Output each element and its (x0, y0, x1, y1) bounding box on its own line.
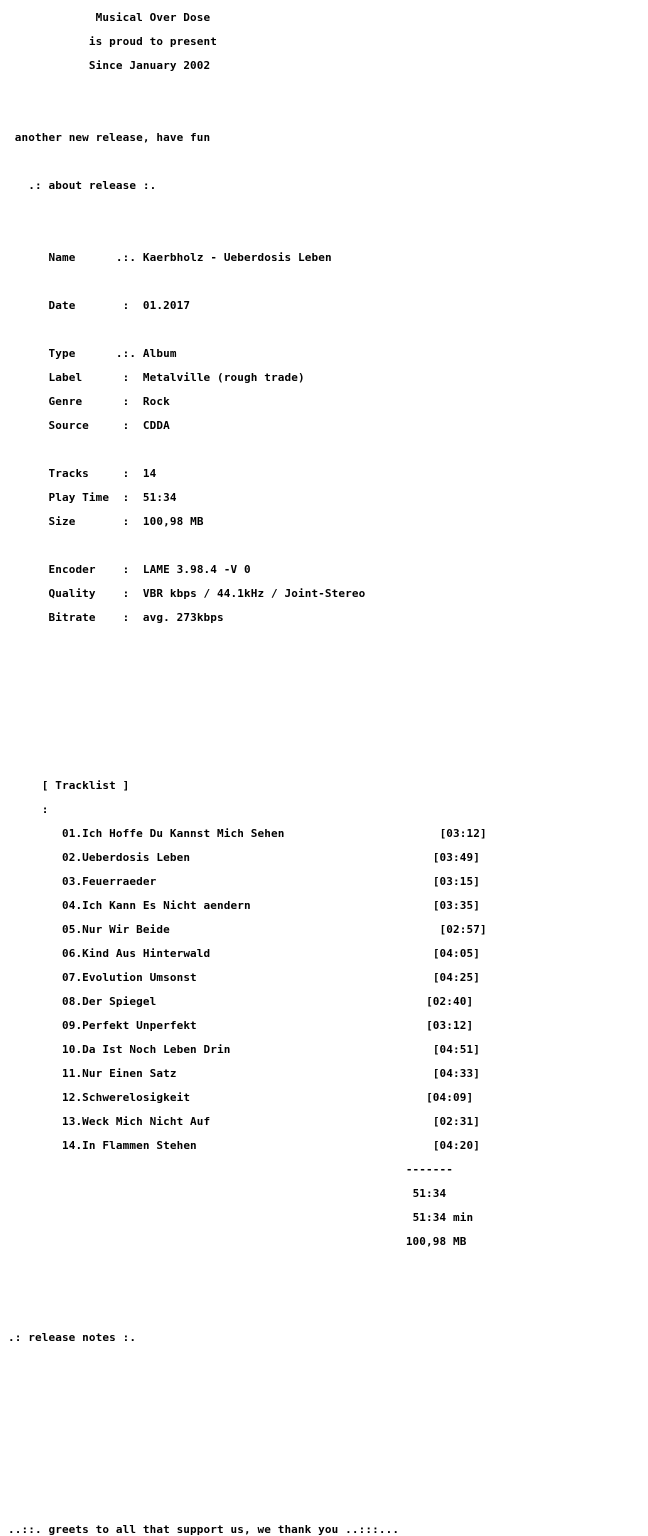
track-row (8, 1068, 487, 1080)
track-time: [03:15] (432, 875, 481, 888)
track-title: 09.Perfekt Unperfekt (61, 1019, 197, 1032)
track-row (8, 1044, 487, 1056)
track-title: 06.Kind Aus Hinterwald (61, 947, 211, 960)
track-title: 07.Evolution Umsonst (61, 971, 197, 984)
track-time: [04:09] (426, 1091, 474, 1104)
track-title: 01.Ich Hoffe Du Kannst Mich Sehen (61, 827, 285, 840)
track-time: [04:25] (432, 971, 481, 984)
release-type: Album (142, 347, 177, 360)
greets-line: ..::. greets to all that support us, we thank you ..:::... (8, 1523, 400, 1536)
track-title: 05.Nur Wir Beide (61, 923, 170, 936)
release-tracks: 14 (142, 467, 157, 480)
nfo-document: Musical Over Dose is proud to present Since January 2002 another new release, have fun .: about release :. Name .:. Kaerbholz - Ueberdosis Leben Date : 01.2017 Type .:. Album Label : Metalville (rough trade) Genre : Rock Source : CDDA Tracks : 14 Play Time : 51:34 Size : 100,98 MB Encoder : LAME 3.98.4 -V 0 Quality : VBR kbps / 44.1kHz / Joint-Stereo Bitrate : avg. 273kbps [ Tracklist ] : 01.Ich Hoffe Du Kannst Mich Sehen [03:12] 02.Ueberdosis Leben [03:49] 03.Feuerraeder [03:15] 04.Ich Kann Es Nicht aendern [03:35] 05.Nur Wir Beide [02:57] 06.Kind Aus Hinterwald [04:05] 07.Evolution Umsonst [04:25] 08.Der Spiegel [02:40] 09.Perfekt Unperfekt [03:12] 10.Da Ist Noch Leben Drin [04:51] 11.Nur Einen Satz [04:33] 12.Schwerelosigkeit [04:09] 13.Weck Mich Nicht Auf [02:31] 14.In Flammen Stehen [04:20] ------- 51:34 51:34 min 100,98 MB .: release notes :. ..::. greets to all that support us, we thank you ..:::... (8, 11, 487, 1536)
total-time: 51:34 (412, 1187, 447, 1200)
track-title: 02.Ueberdosis Leben (61, 851, 191, 864)
release-label: Metalville (rough trade) (142, 371, 305, 384)
track-time: [04:20] (432, 1139, 481, 1152)
release-name-label: Name (48, 251, 76, 264)
release-name: Kaerbholz - Ueberdosis Leben (142, 251, 332, 264)
intro-line: another new release, have fun (14, 131, 211, 144)
track-row (8, 876, 487, 888)
track-row (8, 1092, 487, 1104)
release-notes-heading: .: release notes :. (8, 1331, 137, 1344)
release-type-row: Type .:. Album (48, 347, 177, 360)
track-row (8, 852, 487, 864)
track-title: 03.Feuerraeder (61, 875, 157, 888)
release-name-row: Name .:. Kaerbholz - Ueberdosis Leben (48, 251, 332, 264)
release-tracks-row: Tracks : 14 (48, 467, 157, 480)
release-label-row: Label : Metalville (rough trade) (48, 371, 305, 384)
track-time: [03:12] (439, 827, 487, 840)
tracklist-divider: ------- (405, 1163, 454, 1176)
release-genre-row: Genre : Rock (48, 395, 170, 408)
track-title: 11.Nur Einen Satz (61, 1067, 177, 1080)
track-row (8, 900, 487, 912)
track-title: 08.Der Spiegel (61, 995, 157, 1008)
track-time: [03:49] (432, 851, 480, 864)
track-row (8, 1140, 487, 1152)
release-source: CDDA (142, 419, 170, 432)
track-time: [03:12] (426, 1019, 474, 1032)
track-time: [04:51] (432, 1043, 481, 1056)
track-row (8, 1020, 487, 1032)
track-title: 10.Da Ist Noch Leben Drin (61, 1043, 231, 1056)
track-time: [02:31] (432, 1115, 481, 1128)
header-line-2: is proud to present (88, 35, 218, 48)
track-time: [02:57] (439, 923, 487, 936)
about-heading: .: about release :. (28, 179, 157, 192)
total-minutes: 51:34 min (412, 1211, 474, 1224)
track-title: 14.In Flammen Stehen (61, 1139, 197, 1152)
track-title: 12.Schwerelosigkeit (61, 1091, 191, 1104)
track-time: [03:35] (432, 899, 481, 912)
release-encoder-row: Encoder : LAME 3.98.4 -V 0 (48, 563, 251, 576)
track-title: 04.Ich Kann Es Nicht aendern (61, 899, 251, 912)
release-date: 01.2017 (142, 299, 191, 312)
release-size: 100,98 MB (142, 515, 204, 528)
header-line-1: Musical Over Dose (95, 11, 211, 24)
track-row (8, 972, 487, 984)
release-playtime-row: Play Time : 51:34 (48, 491, 177, 504)
release-quality-row: Quality : VBR kbps / 44.1kHz / Joint-Stereo (48, 587, 366, 600)
release-quality: VBR kbps / 44.1kHz / Joint-Stereo (142, 587, 366, 600)
total-size: 100,98 MB (405, 1235, 467, 1248)
track-time: [04:33] (432, 1067, 480, 1080)
track-time: [02:40] (426, 995, 474, 1008)
tracklist-heading: [ Tracklist ] (41, 779, 130, 792)
track-row (8, 1116, 487, 1128)
release-bitrate: avg. 273kbps (142, 611, 224, 624)
release-encoder: LAME 3.98.4 -V 0 (142, 563, 251, 576)
release-date-row: Date : 01.2017 (48, 299, 191, 312)
track-title: 13.Weck Mich Nicht Auf (61, 1115, 211, 1128)
release-size-row: Size : 100,98 MB (48, 515, 204, 528)
release-genre: Rock (142, 395, 170, 408)
track-row (8, 828, 487, 840)
track-time: [04:05] (432, 947, 481, 960)
track-row (8, 996, 487, 1008)
track-row (8, 924, 487, 936)
release-playtime: 51:34 (142, 491, 177, 504)
header-line-3: Since January 2002 (88, 59, 211, 72)
release-source-row: Source : CDDA (48, 419, 170, 432)
release-bitrate-row: Bitrate : avg. 273kbps (48, 611, 224, 624)
track-row (8, 948, 487, 960)
